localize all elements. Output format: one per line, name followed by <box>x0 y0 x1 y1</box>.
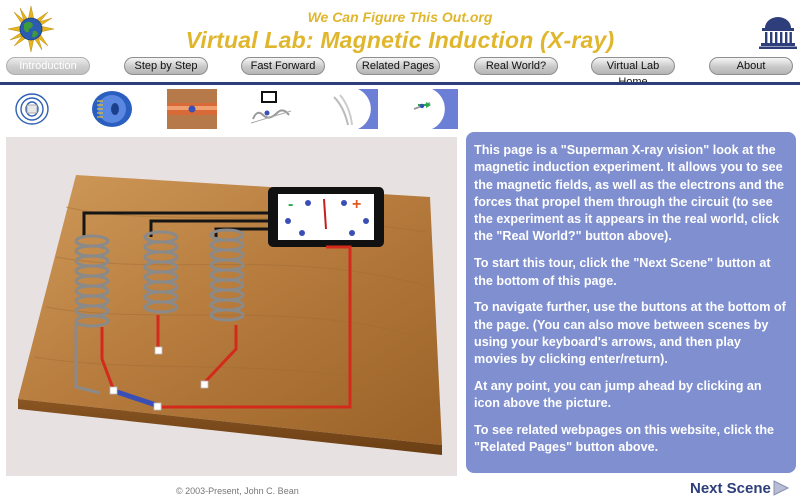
force-vector-thumbnail-icon[interactable] <box>408 89 458 129</box>
magnet-field-thumbnail-icon[interactable] <box>7 89 57 129</box>
nav-introduction-button[interactable]: Introduction <box>6 57 90 75</box>
right-arrow-icon <box>772 479 790 497</box>
info-paragraph: To see related webpages on this website, click the "Related Pages" button above. <box>474 423 775 455</box>
coil-field-thumbnail-icon[interactable] <box>87 89 137 129</box>
intro-info-panel <box>466 132 796 473</box>
info-paragraph: At any point, you can jump ahead by clicking an icon above the picture. <box>474 379 762 411</box>
nav-fast-forward-button[interactable]: Fast Forward <box>241 57 325 75</box>
circuit-thumbnail-icon[interactable] <box>247 89 297 129</box>
next-scene-label: Next Scene <box>690 480 771 497</box>
nav-real-world-button[interactable]: Real World? <box>474 57 558 75</box>
info-paragraph: This page is a "Superman X-ray vision" look at the magnetic induction experiment. It allows you to see the magnetic fields, as well as the electrons and the forces that propel them through the circuit (to see the experiment as it appears in the real world, click the "Real World?" button above). <box>474 143 785 244</box>
magnetic-induction-circuit-illustration <box>6 137 457 476</box>
info-paragraph: To navigate further, use the buttons at the bottom of the page. (You can also move between scenes by using your keyboard's arrows, and then play movies by clicking enter/return). <box>474 300 786 367</box>
university-rotunda-logo-icon <box>759 10 797 50</box>
info-paragraph: To start this tour, click the "Next Scene" button at the bottom of this page. <box>474 256 771 288</box>
coil-motion-thumbnail-icon[interactable] <box>328 89 378 129</box>
meter-minus-label: - <box>288 196 294 213</box>
meter-plus-label: + <box>352 196 362 213</box>
nav-divider <box>0 82 800 85</box>
page-title: Virtual Lab: Magnetic Induction (X-ray) <box>185 27 615 53</box>
nav-about-button[interactable]: About <box>709 57 793 75</box>
main-navigation <box>0 57 800 79</box>
nav-related-pages-button[interactable]: Related Pages <box>356 57 440 75</box>
site-tagline: We Can Figure This Out.org <box>307 9 493 25</box>
wire-electron-thumbnail-icon[interactable] <box>167 89 217 129</box>
nav-step-by-step-button[interactable]: Step by Step <box>124 57 208 75</box>
nav-virtual-lab-home-button[interactable]: Virtual Lab <box>591 57 675 75</box>
experiment-scene <box>6 137 457 476</box>
copyright-notice: © 2003-Present, John C. Bean <box>176 486 299 496</box>
